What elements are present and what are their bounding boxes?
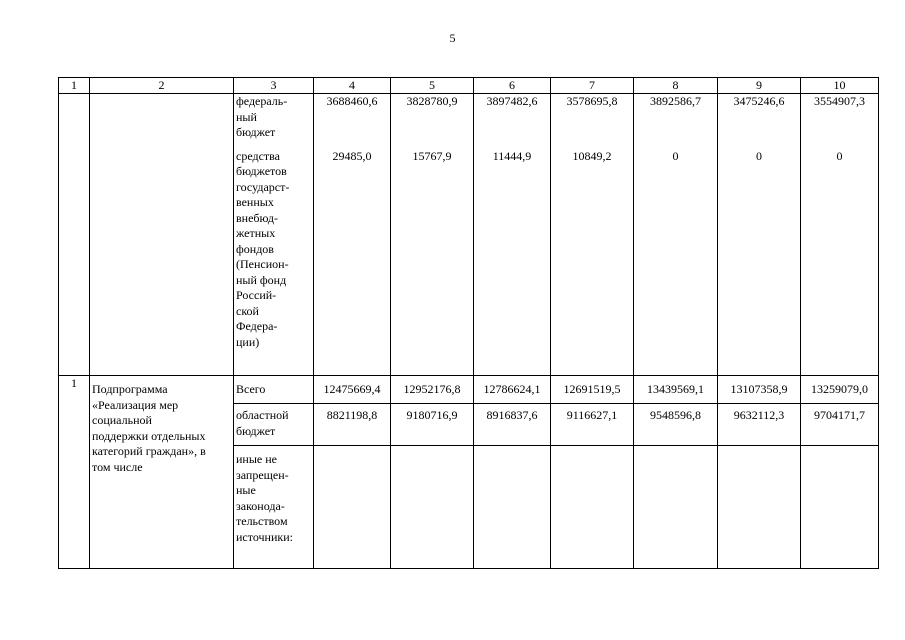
value-cell: 3554907,3 0 [801,94,879,376]
value-cell: 13259079,0 [801,376,879,404]
header-cell: 4 [314,78,391,94]
table-row-total [59,376,879,404]
value-cell: 8916837,6 [474,404,551,446]
value-cell [634,446,718,569]
header-cell: 7 [551,78,634,94]
header-cell: 8 [634,78,718,94]
table-row-continuation [59,94,879,376]
header-cell: 5 [391,78,474,94]
value-cell: 12786624,1 [474,376,551,404]
row-number-cell [59,94,90,376]
value-cell: 3892586,7 0 [634,94,718,376]
header-cell: 3 [234,78,314,94]
value-cell: 13439569,1 [634,376,718,404]
header-cell: 1 [59,78,90,94]
value-cell: 8821198,8 [314,404,391,446]
source-label-federal: федераль- ный бюджет [236,94,288,139]
source-label-pension-fund: средства бюджетов государст- венных внебюд- жетных фондов (Пенсион- ный фонд Россий- ской Федера- ции) [236,148,290,349]
value-cell [801,446,879,569]
source-label-other: иные не запрещен- ные законода- тельством источники: [234,446,314,569]
header-row [59,78,879,94]
source-label-cell [234,94,314,376]
value-cell: 3688460,6 29485,0 [314,94,391,376]
value-cell: 3897482,6 11444,9 [474,94,551,376]
value-cell: 13107358,9 [718,376,801,404]
header-cell: 6 [474,78,551,94]
value-cell [551,446,634,569]
value-cell: 9548596,8 [634,404,718,446]
value-cell [391,446,474,569]
header-cell: 9 [718,78,801,94]
value-cell [718,446,801,569]
value-cell: 9180716,9 [391,404,474,446]
budget-table [58,77,879,569]
value-cell [474,446,551,569]
header-cell: 2 [90,78,234,94]
value-cell: 12691519,5 [551,376,634,404]
value-cell: 9704171,7 [801,404,879,446]
source-label-regional: областной бюджет [234,404,314,446]
value-cell: 3475246,6 0 [718,94,801,376]
value-cell: 12475669,4 [314,376,391,404]
value-cell: 3578695,8 10849,2 [551,94,634,376]
value-cell: 3828780,9 15767,9 [391,94,474,376]
value-cell [314,446,391,569]
source-label-total: Всего [234,376,314,404]
value-cell: 9116627,1 [551,404,634,446]
subprogram-name-cell: Подпрограмма «Реализация мер социальной поддержки отдельных категорий граждан», в том числе [90,376,234,569]
subprogram-number-cell: 1 [59,376,90,569]
page-number: 5 [449,31,456,45]
header-cell: 10 [801,78,879,94]
value-cell: 9632112,3 [718,404,801,446]
row-name-cell [90,94,234,376]
value-cell: 12952176,8 [391,376,474,404]
